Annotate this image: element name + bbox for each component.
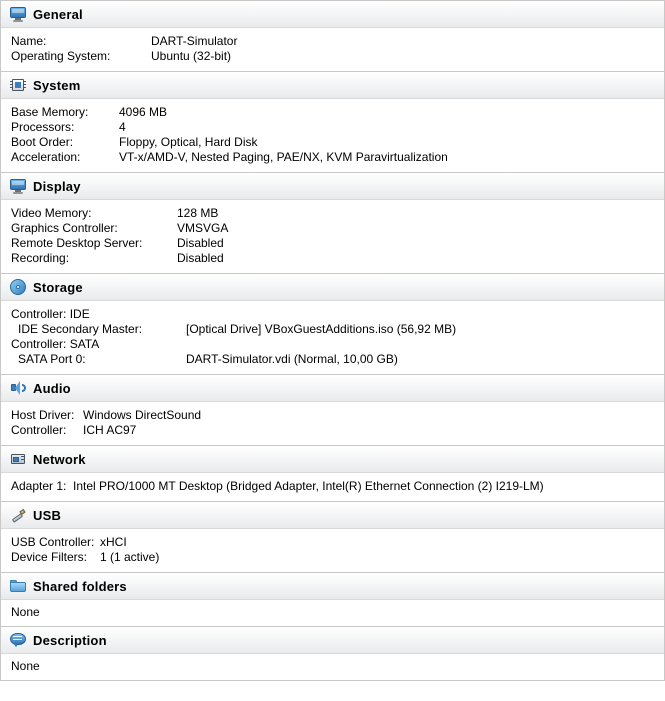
monitor-icon [10,178,26,194]
monitor-icon [10,6,26,22]
detail-value: [Optical Drive] VBoxGuestAdditions.iso (56,92 MB) [186,322,457,336]
detail-value: VT-x/AMD-V, Nested Paging, PAE/NX, KVM Paravirtualization [119,150,448,164]
detail-row [11,479,656,494]
detail-value: 4 [119,120,126,134]
detail-label: Base Memory: [11,105,89,119]
section-usb[interactable] [0,502,665,573]
section-body-network [1,473,664,501]
section-title: Storage [33,279,83,295]
section-title: Description [33,632,107,648]
section-body-audio [1,402,664,445]
detail-value: Disabled [177,251,224,265]
description-icon [10,632,26,648]
storage-attachment [11,322,656,337]
detail-row [11,550,656,565]
section-header-audio[interactable] [1,375,664,402]
detail-value: xHCI [100,535,127,549]
detail-value: VMSVGA [177,221,229,235]
audio-icon [10,380,26,396]
detail-row [11,120,656,135]
folder-icon [10,578,26,594]
section-audio[interactable] [0,375,665,446]
detail-value: Windows DirectSound [83,408,202,422]
section-display[interactable] [0,173,665,274]
detail-label: Graphics Controller: [11,221,118,235]
detail-row [11,423,656,438]
section-general[interactable] [0,0,665,72]
section-header-network[interactable] [1,446,664,473]
detail-value: 128 MB [177,206,219,220]
detail-row [11,251,656,266]
section-title: Display [33,178,81,194]
detail-label: Acceleration: [11,150,81,164]
section-body-storage [1,301,664,374]
storage-attachment [11,352,656,367]
section-header-system[interactable] [1,72,664,99]
section-title: Shared folders [33,578,127,594]
detail-value: Ubuntu (32-bit) [151,49,232,63]
section-header-general[interactable] [1,1,664,28]
section-header-shared-folders[interactable] [1,573,664,600]
detail-row [11,206,656,221]
detail-label: Recording: [11,251,70,265]
section-header-description[interactable] [1,627,664,654]
section-header-display[interactable] [1,173,664,200]
detail-row [11,236,656,251]
detail-row [11,535,656,550]
section-body-system [1,99,664,172]
storage-controller: Controller: IDE [11,307,90,321]
detail-row [11,34,656,49]
detail-row [11,135,656,150]
section-system[interactable] [0,72,665,173]
detail-label: SATA Port 0: [18,352,86,366]
detail-label: IDE Secondary Master: [18,322,143,336]
section-body-general [1,28,664,71]
detail-label: USB Controller: [11,535,95,549]
section-title: General [33,6,83,22]
detail-value: 1 (1 active) [100,550,160,564]
detail-value: ICH AC97 [83,423,137,437]
section-description[interactable] [0,627,665,681]
detail-row [11,408,656,423]
detail-label: Controller: [11,423,67,437]
detail-value: DART-Simulator [151,34,238,48]
description-empty: None [11,659,40,673]
section-title: System [33,77,81,93]
detail-label: Processors: [11,120,75,134]
detail-label: Adapter 1: [11,479,67,493]
detail-label: Name: [11,34,47,48]
detail-value: 4096 MB [119,105,168,119]
disk-icon [10,279,26,295]
network-icon [10,451,26,467]
shared-folders-empty: None [11,605,40,619]
storage-controller: Controller: SATA [11,337,100,351]
detail-value: Intel PRO/1000 MT Desktop (Bridged Adapter, Intel(R) Ethernet Connection (2) I219-LM) [73,479,544,493]
detail-value: DART-Simulator.vdi (Normal, 10,00 GB) [186,352,398,366]
detail-label: Video Memory: [11,206,92,220]
section-header-usb[interactable] [1,502,664,529]
detail-label: Boot Order: [11,135,74,149]
detail-row [11,105,656,120]
detail-label: Remote Desktop Server: [11,236,143,250]
section-network[interactable] [0,446,665,502]
detail-value: Floppy, Optical, Hard Disk [119,135,258,149]
detail-label: Host Driver: [11,408,75,422]
section-body-display [1,200,664,273]
detail-row [11,221,656,236]
section-title: USB [33,507,62,523]
usb-icon [10,507,26,523]
detail-label: Operating System: [11,49,111,63]
detail-row [11,49,656,64]
section-title: Audio [33,380,71,396]
section-shared-folders[interactable] [0,573,665,627]
section-storage[interactable] [0,274,665,375]
section-title: Network [33,451,86,467]
section-body-usb [1,529,664,572]
section-header-storage[interactable] [1,274,664,301]
detail-value: Disabled [177,236,224,250]
detail-row [11,150,656,165]
detail-label: Device Filters: [11,550,88,564]
chip-icon [10,77,26,93]
